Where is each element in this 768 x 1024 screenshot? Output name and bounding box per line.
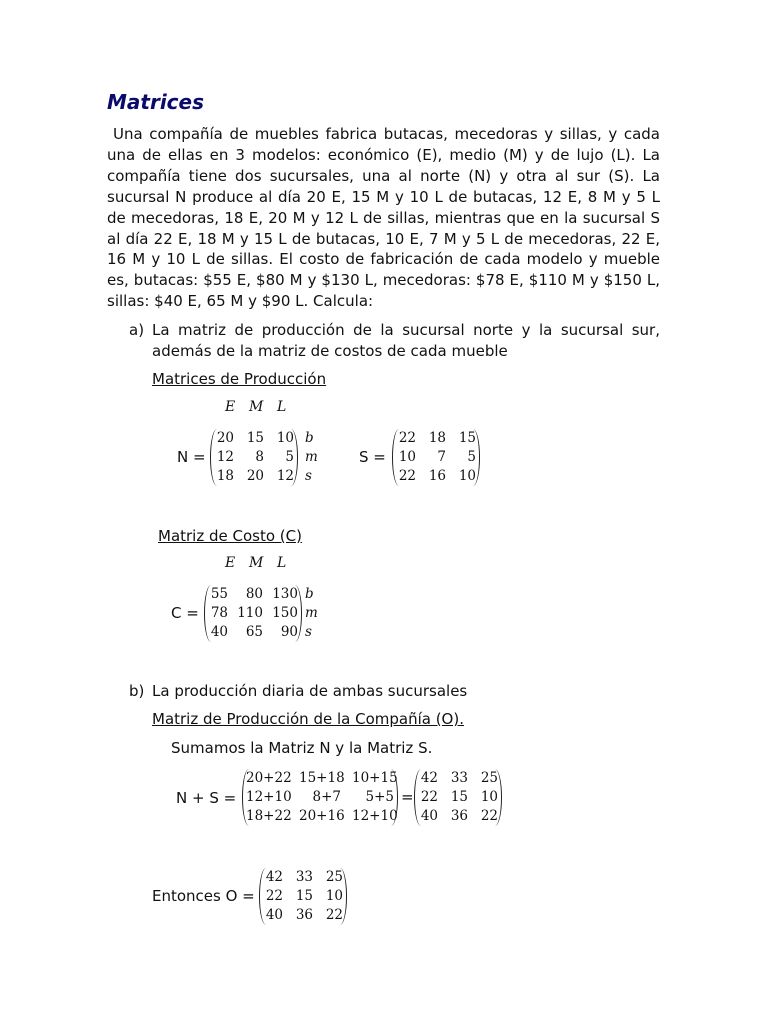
- matrix-sum-expression: [242, 769, 398, 826]
- matrix-cell: 42: [420, 770, 438, 786]
- production-heading: Matrices de Producción: [152, 370, 327, 388]
- matrix-cell: 42: [265, 869, 283, 885]
- matrix-cell: 5: [467, 449, 476, 465]
- matrix-cell: 16: [428, 468, 446, 484]
- col-header-l: L: [277, 399, 287, 415]
- matrix-cell: 40: [210, 624, 228, 640]
- problem-statement: Una compañía de muebles fabrica butacas, mecedoras y sillas, y cada una de ellas en 3 modelos: económico (E), medio (M) y de lujo (L). La compañía tiene dos sucursales, una al norte (N) y otra al sur (S). La sucursal N produce al día 20 E, 15 M y 10 L de butacas, 12 E, 8 M y 5 L de mecedoras, 18 E, 20 M y 12 L de sillas, mientras que en la sucursal S al día 22 E, 18 M y 15 L de butacas, 10 E, 7 M y 5 L de mecedoras, 22 E, 16 M y 10 L de sillas. El costo de fabricación de cada modelo y mueble es, butacas: $55 E, $80 M y $130 L, mecedoras: $78 E, $110 M y $150 L, sillas: $40 E, 65 M y $90 L. Calcula:: [107, 125, 660, 311]
- matrix-cell: 90: [280, 624, 298, 640]
- row-label: s: [305, 468, 312, 484]
- matrix-cell: 22: [398, 468, 416, 484]
- matrix-cell: 25: [480, 770, 498, 786]
- matrix-cell: 80: [245, 586, 263, 602]
- list-item-b: [129, 681, 660, 703]
- matrix-n-label: N =: [177, 448, 206, 466]
- list-item-a: [129, 320, 660, 364]
- matrix-cell: 15+18: [299, 770, 345, 786]
- matrix-n: [210, 429, 298, 486]
- matrix-sum-result: [414, 769, 502, 826]
- matrix-cell: 20+16: [299, 808, 345, 824]
- matrix-cell: 130: [272, 586, 298, 602]
- matrix-cell: 10: [276, 430, 294, 446]
- matrix-cell: 33: [295, 869, 313, 885]
- col-header-l: L: [277, 555, 287, 571]
- matrix-cell: 36: [295, 907, 313, 923]
- matrix-cell: 12+10: [352, 808, 398, 824]
- matrix-cell: 8: [255, 449, 264, 465]
- matrix-cell: 10: [458, 468, 476, 484]
- matrix-cell: 65: [245, 624, 263, 640]
- matrix-cell: 22: [398, 430, 416, 446]
- sum-label: N + S =: [176, 789, 237, 807]
- matrix-cell: 150: [272, 605, 298, 621]
- matrix-cell: 10: [398, 449, 416, 465]
- matrix-cell: 15: [295, 888, 313, 904]
- matrix-s: [392, 429, 480, 486]
- matrix-cell: 7: [437, 449, 446, 465]
- matrix-cell: 10+15: [352, 770, 398, 786]
- matrix-cell: 15: [450, 789, 468, 805]
- matrix-cell: 12: [216, 449, 234, 465]
- page-title: Matrices: [107, 90, 205, 114]
- matrix-cell: 18+22: [246, 808, 292, 824]
- cost-heading: Matriz de Costo (C): [158, 527, 302, 545]
- sum-instruction: Sumamos la Matriz N y la Matriz S.: [171, 739, 433, 757]
- row-label: m: [305, 449, 318, 465]
- matrix-cell: 20+22: [246, 770, 292, 786]
- matrix-cell: 18: [216, 468, 234, 484]
- company-heading: Matriz de Producción de la Compañía (O).: [152, 710, 464, 728]
- matrix-cell: 12+10: [246, 789, 292, 805]
- matrix-cell: 15: [246, 430, 264, 446]
- matrix-c: [204, 585, 302, 642]
- matrix-cell: 10: [480, 789, 498, 805]
- matrix-cell: 110: [237, 605, 263, 621]
- matrix-cell: 40: [265, 907, 283, 923]
- matrix-cell: 25: [325, 869, 343, 885]
- matrix-cell: 78: [210, 605, 228, 621]
- final-label: Entonces O =: [152, 887, 255, 905]
- matrix-cell: 36: [450, 808, 468, 824]
- matrix-s-label: S =: [359, 448, 386, 466]
- row-label: m: [305, 605, 318, 621]
- matrix-o: [259, 868, 347, 925]
- list-item-text: La producción diaria de ambas sucursales: [152, 682, 468, 700]
- col-header-m: M: [249, 555, 264, 571]
- matrix-cell: 18: [428, 430, 446, 446]
- matrix-cell: 22: [480, 808, 498, 824]
- matrix-cell: 12: [276, 468, 294, 484]
- matrix-cell: 10: [325, 888, 343, 904]
- row-label: s: [305, 624, 312, 640]
- list-marker: b): [129, 682, 145, 700]
- matrix-cell: 22: [265, 888, 283, 904]
- matrix-cell: 22: [325, 907, 343, 923]
- list-item-text: La matriz de producción de la sucursal norte y la sucursal sur, además de la matriz de costos de cada mueble: [152, 321, 660, 360]
- matrix-cell: 22: [420, 789, 438, 805]
- matrix-cell: 5: [285, 449, 294, 465]
- matrix-cell: 40: [420, 808, 438, 824]
- matrix-cell: 55: [210, 586, 228, 602]
- matrix-cell: 8+7: [312, 789, 341, 805]
- col-header-m: M: [249, 399, 264, 415]
- matrix-cell: 33: [450, 770, 468, 786]
- matrix-c-label: C =: [171, 604, 199, 622]
- matrix-cell: 20: [216, 430, 234, 446]
- row-label: b: [305, 430, 314, 446]
- matrix-cell: 5+5: [365, 789, 394, 805]
- row-label: b: [305, 586, 314, 602]
- matrix-cell: 20: [246, 468, 264, 484]
- row-labels-n: [305, 429, 318, 486]
- list-marker: a): [129, 321, 145, 339]
- matrix-cell: 15: [458, 430, 476, 446]
- col-header-e: E: [225, 555, 236, 571]
- equals-sign: =: [401, 788, 414, 806]
- row-labels-c: [305, 585, 318, 642]
- col-header-e: E: [225, 399, 236, 415]
